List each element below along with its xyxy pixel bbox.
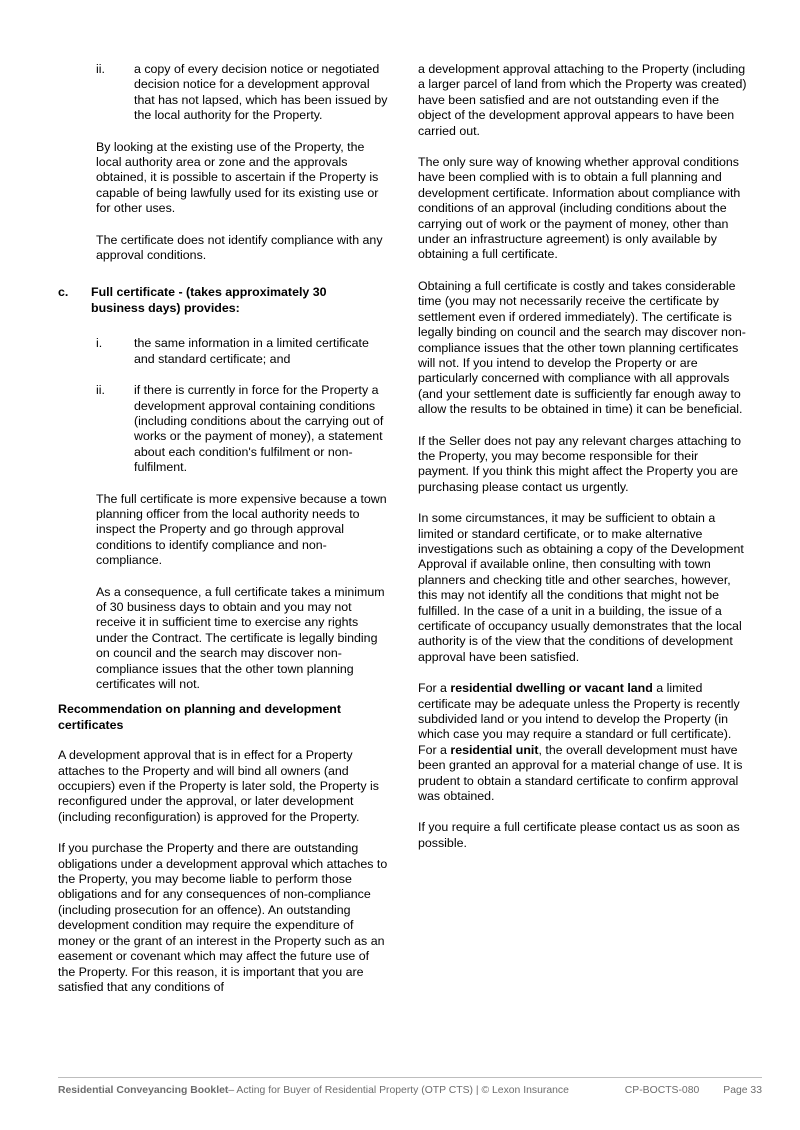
list-text: the same information in a limited certificate and standard certificate; and xyxy=(134,336,369,366)
paragraph-consequence: As a consequence, a full certificate takes a minimum of 30 business days to obtain and you may not receive it in sufficient time to exercise any rights under the Contract. The certificate is legally binding on council and the search may discover non-compliance issues that the other town planning certificates will not. xyxy=(96,584,385,691)
paragraph-costly: Obtaining a full certificate is costly and takes considerable time (you may not necessarily receive the certificate by settlement even if ordered immediately). The certificate is legally binding on council and the search may discover non-compliance issues that the other town planning certificates will not. If you intend to develop the Property or are particularly concerned with compliance with all approvals (and your settlement date is sufficiently far enough away to allow the results to be obtained in time) it can be beneficial. xyxy=(418,278,746,417)
paragraph-residential xyxy=(418,681,748,804)
footer-code: CP-BOCTS-080 xyxy=(624,1085,700,1096)
footer-subtitle: – Acting for Buyer of Residential Property (OTP CTS) | © Lexon Insurance xyxy=(228,1085,569,1096)
page-footer xyxy=(58,1077,762,1097)
text-run: For a xyxy=(418,681,451,696)
text-run: a limited certificate may be adequate unless the Property is recently subdivided land or you intend to develop the Property (in which case you may require a standard or full certificate). For a xyxy=(418,681,740,757)
paragraph-existing-use: By looking at the existing use of the Property, the local authority area or zone and the approvals obtained, it is possible to ascertain if the Property is capable of being lawfully used for its existing use or for other uses. xyxy=(96,139,379,216)
list-item-ii xyxy=(96,62,388,124)
paragraph-continued: a development approval attaching to the Property (including a larger parcel of land from which the Property was created) have been satisfied and are not outstanding even if the object of the development approval appears to have been carried out. xyxy=(418,62,747,138)
bold-term: residential unit xyxy=(450,742,539,757)
section-title: Full certificate - (takes approximately 30 business days) provides: xyxy=(91,285,327,315)
section-c-heading xyxy=(58,285,388,316)
recommendation-heading: Recommendation on planning and development certificates xyxy=(58,702,341,732)
paragraph-only-sure-way: The only sure way of knowing whether approval conditions have been complied with is to obtain a full planning and development certificate. Information about compliance with conditions of an approval (including conditions about the carrying out of work or the payment of money, other than under an infrastructure agreement) is only available by obtaining a full certificate. xyxy=(418,155,741,262)
paragraph-purchase: If you purchase the Property and there are outstanding obligations under a development approval which attaches to the Property, you may become liable to perform those obligations and for any consequences of non-compliance (including prosecution for an offence). An outstanding development condition may require the expenditure of money or the grant of an interest in the Property such as an easement or covenant which may affect the future use of the Property. For this reason, it is important that you are satisfied that any conditions of xyxy=(58,841,388,994)
right-column xyxy=(418,62,748,867)
paragraph-circumstances: In some circumstances, it may be sufficient to obtain a limited or standard certificate, or to make alternative investigations such as obtaining a copy of the Development Approval if available online, then consulting with town planners and checking title and other searches, however, this may not identify all the conditions that might not be fulfilled. In the case of a unit in a building, the issue of a certificate of occupancy usually demonstrates that the local authority is of the view that the conditions of development approval have been satisfied. xyxy=(418,511,744,664)
list-text: if there is currently in force for the Property a development approval containing conditions (including conditions about the carrying out of works or the payment of money), a statement about each condition's fulfilment or non-fulfilment. xyxy=(134,383,384,475)
list-item-i xyxy=(96,336,388,367)
left-column xyxy=(58,62,388,1011)
paragraph-contact: If you require a full certificate please contact us as soon as possible. xyxy=(418,820,740,850)
footer-title: Residential Conveyancing Booklet xyxy=(58,1085,229,1096)
list-number: i. xyxy=(96,336,103,351)
paragraph-seller-charges: If the Seller does not pay any relevant charges attaching to the Property, you may become responsible for their payment. If you think this might affect the Property you are purchasing please contact us urgently. xyxy=(418,433,742,494)
list-item-ii xyxy=(96,383,388,475)
list-text: a copy of every decision notice or negotiated decision notice for a development approval that has not lapsed, which has been issued by the local authority for the Property. xyxy=(134,62,388,123)
list-number: ii. xyxy=(96,383,105,398)
paragraph-expensive: The full certificate is more expensive because a town planning officer from the local authority needs to inspect the Property and go through approval conditions to identify compliance and non-compliance. xyxy=(96,491,387,568)
section-letter: c. xyxy=(58,285,69,300)
text-run: , the overall development must have been granted an approval for a material change of use. It is prudent to obtain a standard certificate to confirm approval was obtained. xyxy=(418,742,743,804)
list-number: ii. xyxy=(96,62,105,76)
page-number: Page 33 xyxy=(723,1085,762,1096)
paragraph-no-compliance: The certificate does not identify compliance with any approval conditions. xyxy=(96,232,383,263)
bold-term: residential dwelling or vacant land xyxy=(450,681,653,696)
paragraph-development-approval: A development approval that is in effect for a Property attaches to the Property and will bind all owners (and occupiers) even if the Property is later sold, the Property is reconfigured under the approval, or later development (including reconfiguration) is approved for the Property. xyxy=(58,748,379,824)
